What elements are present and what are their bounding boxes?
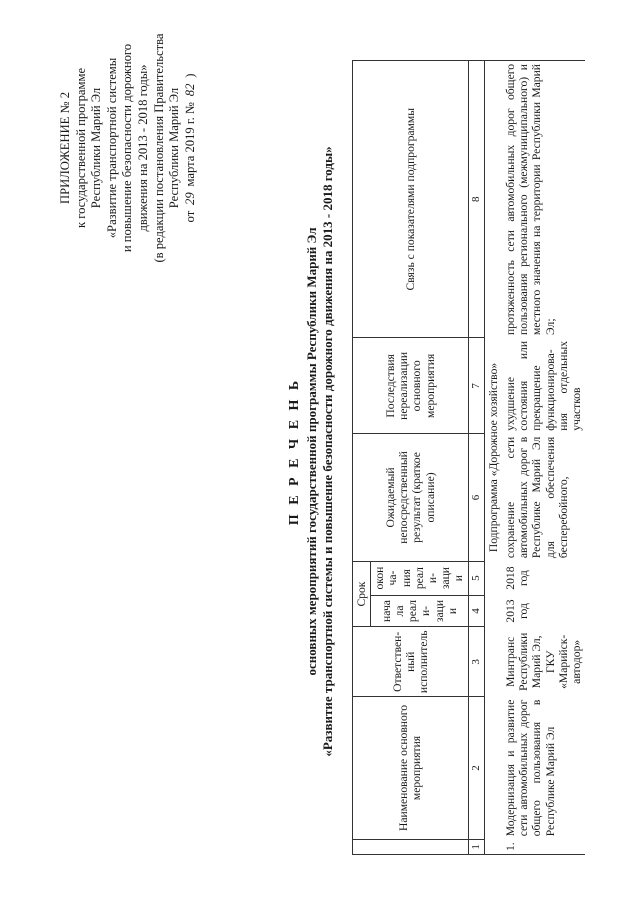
appendix-date-line (183, 13, 199, 283)
document-subtitle: основных мероприятий государственной программы Республики Марий Эл (304, 227, 319, 676)
date-rest: марта 2019 г. № (182, 102, 197, 187)
date-prefix: от (182, 210, 197, 223)
column-number: 1 (468, 839, 484, 854)
subprogram-row (484, 61, 502, 855)
appendix-title: ПРИЛОЖЕНИЕ № 2 (58, 92, 72, 204)
date-close: ) (182, 73, 197, 78)
column-number: 5 (468, 561, 484, 595)
column-number-row (468, 61, 484, 855)
header-cell: Ожидаемый непосредственный результат (краткое описание) (353, 434, 469, 561)
appendix-line: движения на 2013 - 2018 годы» (135, 64, 150, 232)
consequence-cell: ухудшение состояния или прекращение функционирова-ния отдельных участков (504, 340, 584, 431)
end-year-cell: 2018 год (504, 566, 531, 590)
appendix-line: Республики Марий Эл (167, 87, 182, 209)
document-subtitle: «Развитие транспортной системы и повышение безопасности дорожного движения на 2013 - 2018 годы» (320, 146, 335, 757)
header-cell: Последствия нереализации основного мероприятия (353, 338, 469, 434)
measure-name: Модернизация и развитие сети автомобильных дорог общего пользования в Республике Марий Эл (504, 699, 557, 837)
header-cell: оконча-ния реали-зации (371, 561, 468, 595)
document-heading: П Е Р Е Ч Е Н Ь (287, 377, 302, 526)
indicator-link-cell: протяженность сети автомобильных дорог общего пользования регионального (межмуниципального) и местного значения на территории Республики Марий Эл; (502, 61, 585, 338)
appendix-line: и повышение безопасности дорожного (120, 43, 135, 253)
column-number: 7 (468, 338, 484, 434)
start-year-cell: 2013 год (504, 599, 531, 623)
column-number: 6 (468, 434, 484, 561)
appendix-block (58, 13, 198, 283)
table-header-row (353, 61, 371, 855)
column-number: 8 (468, 61, 484, 338)
expected-result-cell: сохранение сети автомобильных дорог в Республике Марий Эл для обеспечения бесперебойного, (504, 436, 570, 559)
appendix-line: к государственной программе (73, 67, 88, 229)
executor-cell: Минтранс Республики Марий Эл, ГКУ «Марийск-автодор» (504, 632, 584, 691)
appendix-line: (в редакции постановления Правительства (151, 33, 166, 263)
resolution-number: 82 (182, 83, 197, 97)
column-number: 3 (468, 627, 484, 697)
measures-table (352, 60, 585, 855)
header-cell: Ответствен-ный исполнитель (353, 627, 469, 697)
appendix-line: Республики Марий Эл (89, 87, 104, 209)
appendix-line: «Развитие транспортной системы (104, 57, 119, 239)
row-index: 1. (502, 839, 585, 854)
subprogram-title: Подпрограмма «Дорожное хозяйство» (484, 61, 502, 855)
header-cell: начала реали-зации (371, 595, 468, 627)
column-number: 4 (468, 595, 484, 627)
header-cell: Наименование основного мероприятия (353, 697, 469, 840)
header-cell: Связь с показателями подпрограммы (353, 61, 469, 338)
table-row (502, 61, 585, 855)
header-cell: Срок (353, 561, 371, 627)
header-cell (353, 839, 469, 854)
column-number: 2 (468, 697, 484, 840)
date-day: 29 (182, 192, 197, 205)
